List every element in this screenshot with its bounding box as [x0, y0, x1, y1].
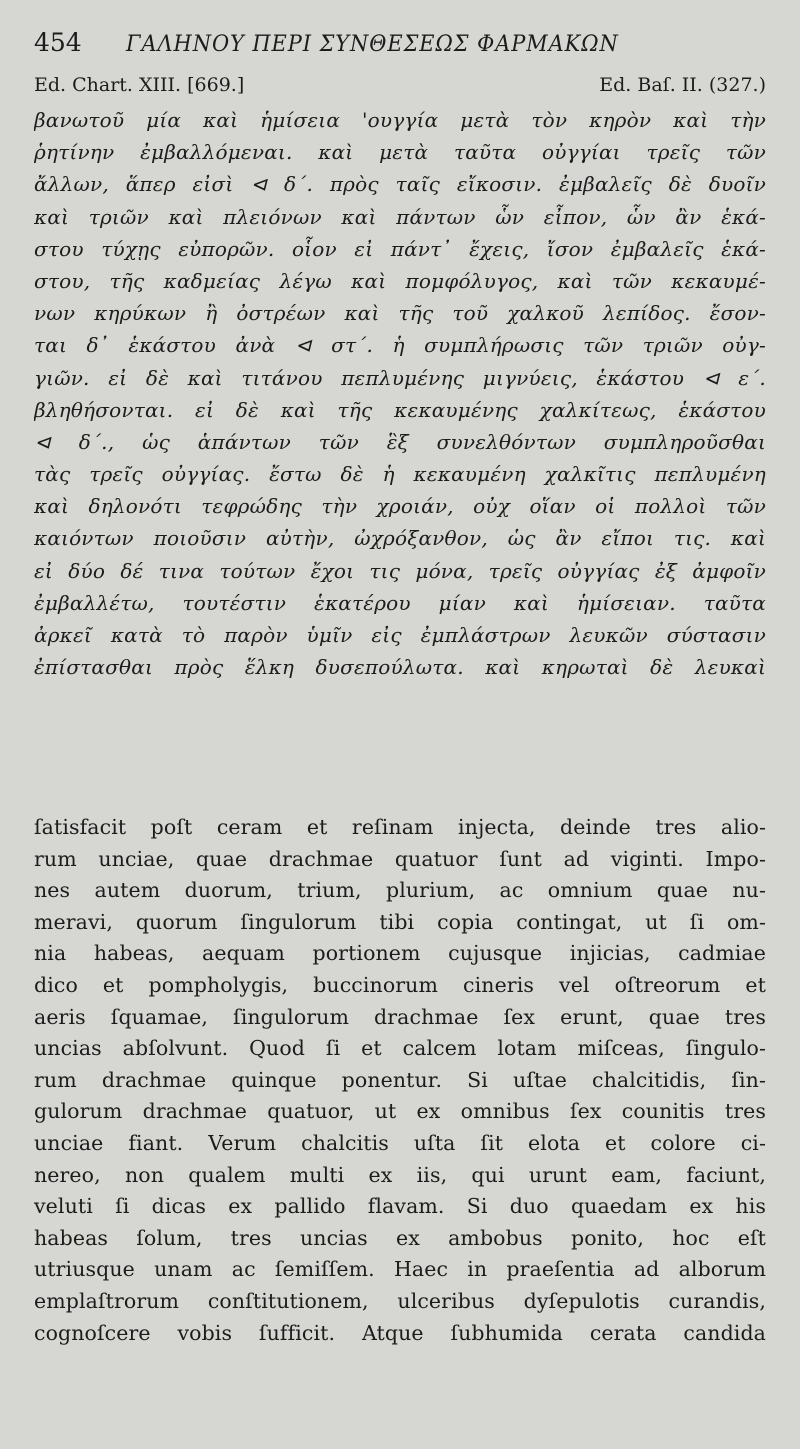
- greek-text-line: καιόντων ποιοῦσιν αὐτὴν, ὠχρόξανθον, ὡς ἂν εἴποι τις. καὶ: [34, 526, 766, 551]
- latin-text-line: rum unciae, quae drachmae quatuor ſunt ad viginti. Impo-: [34, 846, 766, 871]
- latin-text-line: habeas ſolum, tres uncias ex ambobus ponito, hoc eſt: [34, 1225, 766, 1250]
- latin-text-line: ſatisfacit poſt ceram et reſinam injecta, deinde tres alio-: [34, 815, 766, 839]
- greek-text-line: ⊲ δ΄., ὡς ἁπάντων τῶν ἓξ συνελθόντων συμπληροῦσθαι: [34, 429, 766, 454]
- latin-text-block: [34, 812, 766, 1349]
- latin-text-line: gulorum drachmae quatuor, ut ex omnibus ſex counitis tres: [34, 1099, 766, 1124]
- latin-text-line: utriusque unam ac ſemiſſem. Haec in praeſentia ad alborum: [34, 1257, 766, 1282]
- latin-text-line: unciae fiant. Verum chalcitis uſta ſit elota et colore ci-: [34, 1130, 766, 1155]
- running-head: [34, 28, 766, 72]
- greek-text-line: ται δ᾿ ἑκάστου ἀνὰ ⊲ στ΄. ἡ συμπλήρωσις τῶν τριῶν οὐγ-: [34, 333, 766, 358]
- greek-text-line: ῥητίνην ἐμβαλλόμεναι. καὶ μετὰ ταῦτα οὐγγίαι τρεῖς τῶν: [34, 140, 766, 165]
- latin-text-line: nes autem duorum, trium, plurium, ac omnium quae nu-: [34, 878, 766, 903]
- greek-text-line: βληθήσονται. εἰ δὲ καὶ τῆς κεκαυμένης χαλκίτεως, ἑκάστου: [34, 397, 766, 422]
- greek-text-block: [34, 104, 766, 683]
- greek-text-line: ἄλλων, ἅπερ εἰσὶ ⊲ δ΄. πρὸς ταῖς εἴκοσιν. ἐμβαλεῖς δὲ δυοῖν: [34, 172, 766, 197]
- edition-references: [34, 74, 766, 104]
- greek-text-line: στου, τῆς καδμείας λέγω καὶ πομφόλυγος, καὶ τῶν κεκαυμέ-: [34, 268, 766, 293]
- greek-text-line: γιῶν. εἰ δὲ καὶ τιτάνου πεπλυμένης μιγνύεις, ἑκάστου ⊲ ε΄.: [34, 365, 766, 390]
- latin-text-line: nereo, non qualem multi ex iis, qui urunt eam, faciunt,: [34, 1162, 766, 1187]
- latin-text-line: uncias abſolvunt. Quod ſi et calcem lotam miſceas, ſingulo-: [34, 1036, 766, 1061]
- greek-text-line: ἀρκεῖ κατὰ τὸ παρὸν ὑμῖν εἰς ἐμπλάστρων λευκῶν σύστασιν: [34, 623, 766, 647]
- greek-text-line: βανωτοῦ μία καὶ ἡμίσεια 'ουγγία μετὰ τὸν κηρὸν καὶ τὴν: [34, 108, 766, 132]
- latin-text-line: meravi, quorum ſingulorum tibi copia contingat, ut ſi om-: [34, 909, 766, 934]
- latin-text-line: aeris ſquamae, ſingulorum drachmae ſex erunt, quae tres: [34, 1004, 766, 1029]
- greek-text-line: καὶ τριῶν καὶ πλειόνων καὶ πάντων ὧν εἶπον, ὧν ἂν ἑκά-: [34, 204, 766, 229]
- latin-text-line: nia habeas, aequam portionem cujusque injicias, cadmiae: [34, 941, 766, 966]
- edition-left: Ed. Chart. XIII. [669.]: [34, 74, 245, 96]
- running-title: ΓΑΛΗΝΟΥ ΠΕΡΙ ΣΥΝΘΕΣΕΩΣ ΦΑΡΜΑΚΩΝ: [126, 32, 619, 57]
- greek-text-line: ἐπίστασθαι πρὸς ἕλκη δυσεπούλωτα. καὶ κηρωταὶ δὲ λευκαὶ: [34, 655, 766, 680]
- latin-text-line: rum drachmae quinque ponentur. Si uſtae chalcitidis, ſin-: [34, 1067, 766, 1092]
- greek-text-line: ἐμβαλλέτω, τουτέστιν ἑκατέρου μίαν καὶ ἡμίσειαν. ταῦτα: [34, 590, 766, 615]
- greek-text-line: νων κηρύκων ἢ ὀστρέων καὶ τῆς τοῦ χαλκοῦ λεπίδος. ἔσον-: [34, 301, 766, 326]
- greek-text-line: εἰ δύο δέ τινα τούτων ἔχοι τις μόνα, τρεῖς οὐγγίας ἐξ ἀμφοῖν: [34, 558, 766, 583]
- edition-right: Ed. Baſ. II. (327.): [599, 74, 766, 96]
- greek-text-line: στου τύχῃς εὐπορῶν. οἷον εἰ πάντ᾿ ἔχεις, ἴσον ἐμβαλεῖς ἑκά-: [34, 236, 766, 261]
- greek-text-line: καὶ δηλονότι τεφρώδης τὴν χροιάν, οὐχ οἵαν οἱ πολλοὶ τῶν: [34, 494, 766, 519]
- page-number: 454: [34, 28, 82, 57]
- latin-text-line: dico et pompholygis, buccinorum cineris vel oſtreorum et: [34, 972, 766, 997]
- latin-text-line: cognoſcere vobis ſufficit. Atque ſubhumida cerata candida: [34, 1320, 766, 1345]
- latin-text-line: emplaſtrorum conſtitutionem, ulceribus dyſepulotis curandis,: [34, 1288, 766, 1313]
- latin-text-line: veluti ſi dicas ex pallido flavam. Si duo quaedam ex his: [34, 1194, 766, 1219]
- greek-text-line: τὰς τρεῖς οὐγγίας. ἔστω δὲ ἡ κεκαυμένη χαλκῖτις πεπλυμένη: [34, 462, 766, 487]
